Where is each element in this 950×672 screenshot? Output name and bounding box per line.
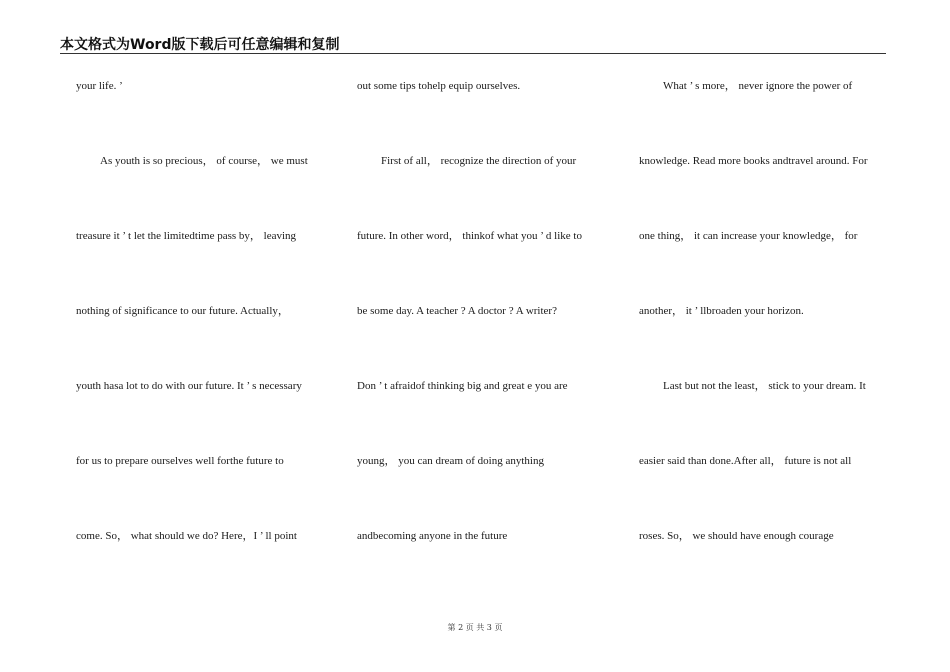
text-line: What ’ s more， never ignore the power of (663, 80, 853, 92)
text-line: one thing， it can increase your knowledge， for (639, 230, 858, 242)
page-header (60, 33, 886, 54)
text-line: Last but not the least， stick to your dream. It (663, 380, 866, 392)
text-line: knowledge. Read more books andtravel around. For (639, 155, 868, 167)
text-line: Don ’ t afraidof thinking big and great e you are (357, 380, 568, 392)
text-line: First of all， recognize the direction of your (381, 155, 577, 167)
text-line: for us to prepare ourselves well forthe future to (76, 455, 284, 467)
text-line: be some day. A teacher ? A doctor ? A writer? (357, 305, 557, 317)
text-line: another， it ’ llbroaden your horizon. (639, 305, 804, 317)
text-line: treasure it ’ t let the limitedtime pass by， leaving (76, 230, 297, 242)
header-title: 本文格式为Word版下载后可任意编辑和复制 (60, 37, 340, 53)
text-line: As youth is so precious， of course， we must (100, 155, 308, 167)
text-line: easier said than done.After all， future is not all (639, 455, 852, 467)
page-number: 第 2 页 共 3 页 (447, 623, 503, 632)
page-footer (0, 622, 950, 633)
text-line: andbecoming anyone in the future (357, 530, 508, 542)
text-line: your life. ’ (76, 80, 123, 92)
text-line: young， you can dream of doing anything (357, 455, 544, 467)
text-line: nothing of significance to our future. Actually， (76, 305, 289, 317)
text-line: come. So， what should we do? Here，I ’ ll point (76, 530, 297, 542)
text-line: roses. So， we should have enough courage (639, 530, 834, 542)
text-line: out some tips tohelp equip ourselves. (357, 80, 521, 92)
text-line: future. In other word， thinkof what you ’ d like to (357, 230, 582, 242)
text-line: youth hasa lot to do with our future. It ’ s necessary (76, 380, 302, 392)
